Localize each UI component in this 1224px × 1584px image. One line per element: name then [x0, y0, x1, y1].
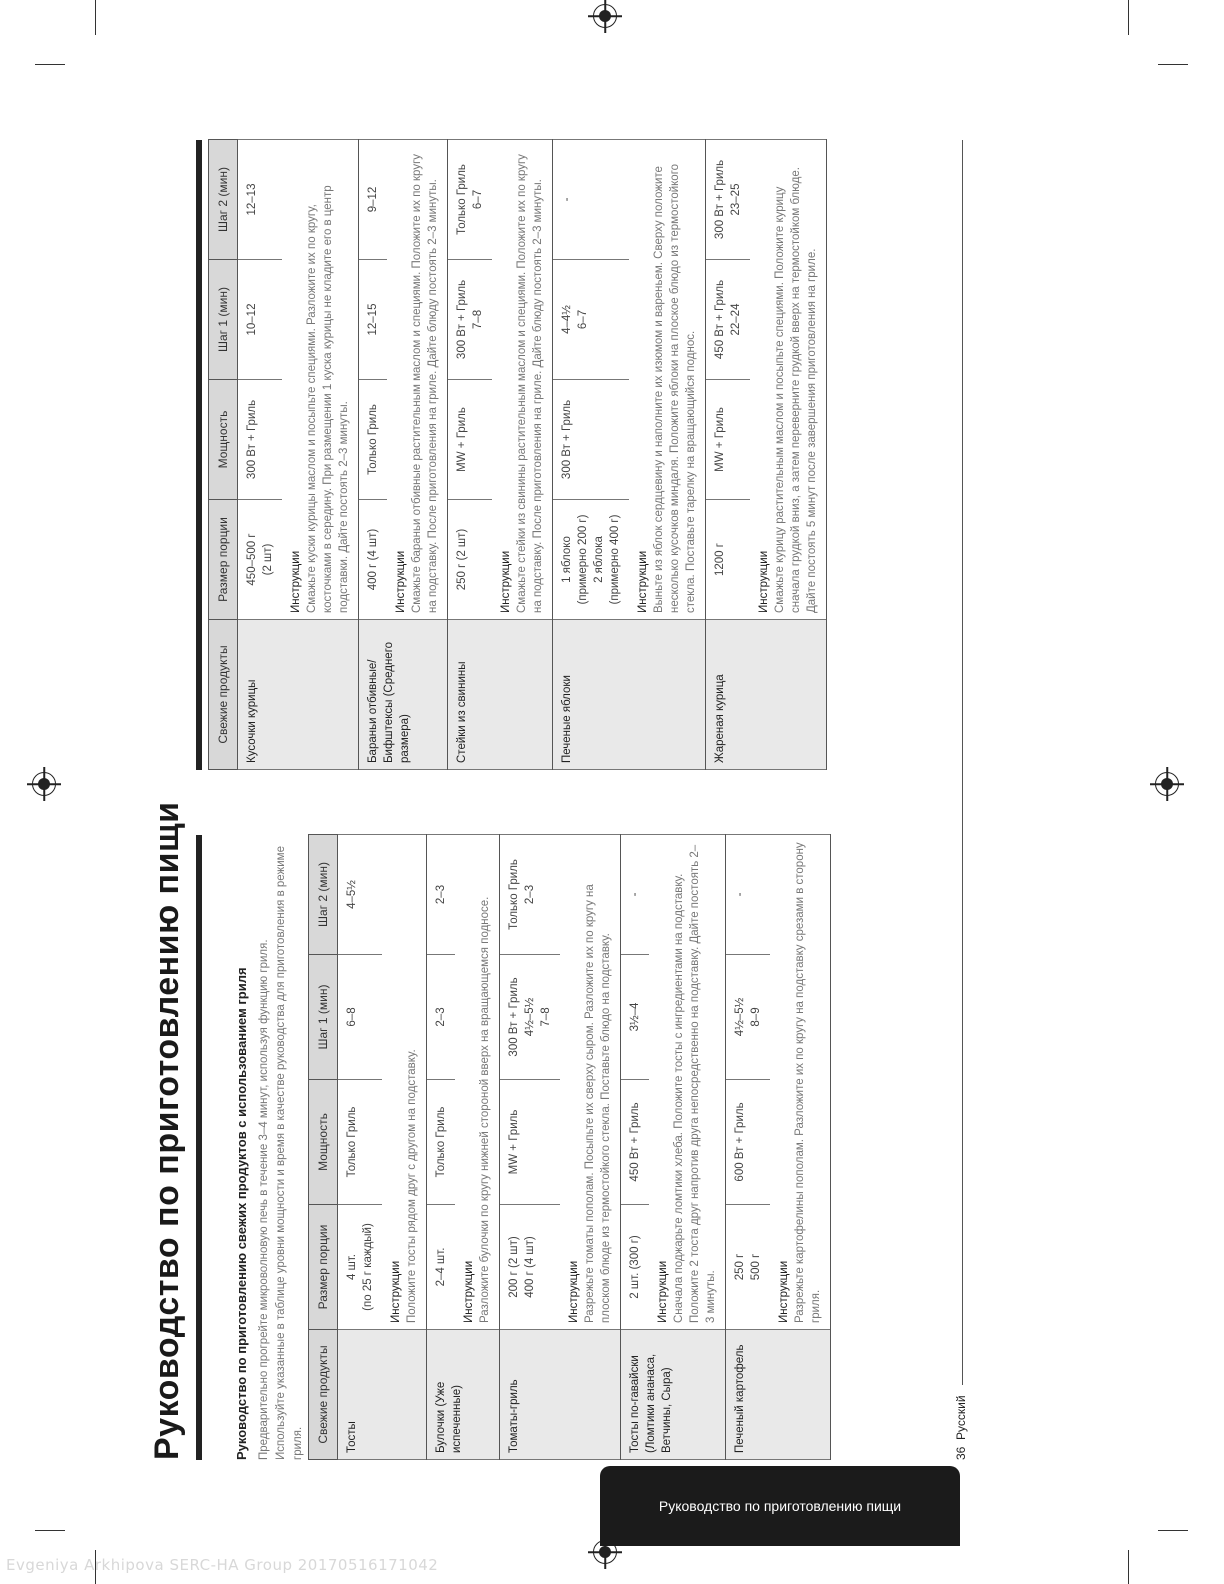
portion-cell	[238, 500, 283, 620]
step1-cell	[338, 955, 383, 1080]
table-row	[500, 835, 561, 1460]
portion-cell	[427, 1205, 456, 1330]
header-step2: Шаг 2 (мин)	[209, 140, 238, 260]
instructions-label: Инструкции	[290, 550, 302, 613]
step2-cell-line: Только Гриль	[456, 164, 468, 235]
instructions-cell	[629, 140, 706, 620]
crop-mark	[95, 0, 96, 35]
power-cell-line: MW + Гриль	[714, 407, 726, 472]
table-row	[621, 835, 650, 1460]
section-tab: Руководство по приготовлению пищи	[600, 1466, 960, 1546]
portion-cell-line: 2–4 шт.	[435, 1247, 447, 1287]
product-name: Стейки из свинины	[448, 620, 553, 770]
portion-cell-line: (примерно 400 г)	[609, 514, 621, 605]
power-cell	[238, 380, 283, 500]
crop-mark	[1128, 1550, 1129, 1584]
instructions-cell	[560, 835, 621, 1330]
power-cell-line: Только Гриль	[367, 404, 379, 475]
crop-mark	[35, 1530, 65, 1531]
registration-mark-icon	[32, 772, 56, 796]
instructions-cell	[387, 140, 448, 620]
table-row	[553, 140, 630, 770]
table-row	[726, 835, 771, 1460]
crop-mark	[1158, 1530, 1188, 1531]
power-cell-line: 600 Вт + Гриль	[734, 1102, 746, 1182]
instructions-text: Смажьте курицу растительным маслом и посыпьте специями. Положите курицу сначала грудкой вниз, а затем переверните грудкой вверх на термостойком блюде. Дайте постоять 5 минут после завершения приготовления на гриле.	[774, 167, 818, 613]
power-cell-line: MW + Гриль	[508, 1109, 520, 1175]
step2-cell-line: 6–7	[472, 189, 484, 210]
step1-cell-line: 12–15	[367, 303, 379, 336]
power-cell	[448, 380, 493, 500]
header-power: Мощность	[209, 380, 238, 500]
step1-cell-line: 7–8	[472, 309, 484, 330]
step2-cell-line: 12–13	[246, 183, 258, 216]
portion-cell	[500, 1205, 561, 1330]
product-name: Жареная курица	[706, 620, 827, 770]
step1-cell-line: 6–8	[346, 1007, 358, 1027]
header-power: Мощность	[309, 1080, 338, 1205]
instructions-text: Сначала поджарьте ломтики хлеба. Положите тосты с ингредиентами на подставку. Положите 2 тоста друг напротив друга непосредственно на подставку. Дайте постоять 2–3 минуты.	[673, 844, 717, 1323]
instructions-text: Положите тосты рядом друг с другом на подставку.	[406, 1049, 418, 1323]
step1-cell-line: 8–9	[750, 1007, 762, 1027]
step1-cell	[706, 260, 751, 380]
step1-cell-line: 4½–5½	[734, 997, 746, 1037]
portion-cell-line: (примерно 200 г)	[577, 514, 589, 605]
portion-cell-line: (по 25 г каждый)	[362, 1223, 374, 1311]
portion-cell-line: 450–500 г	[246, 533, 258, 586]
portion-cell	[448, 500, 493, 620]
step2-cell	[726, 835, 771, 955]
step2-cell-line: -	[629, 892, 641, 897]
step2-cell-line: 9–12	[367, 186, 379, 213]
step2-cell-line: Только Гриль	[508, 859, 520, 930]
step1-cell-line: 7–8	[540, 1007, 552, 1027]
step1-cell-line: 4½–5½	[524, 997, 536, 1037]
power-cell-line: 450 Вт + Гриль	[629, 1102, 641, 1182]
power-cell	[726, 1080, 771, 1205]
portion-cell	[726, 1205, 771, 1330]
instructions-cell	[770, 835, 831, 1330]
table-row	[427, 835, 456, 1460]
portion-cell	[338, 1205, 383, 1330]
step2-cell	[359, 140, 388, 260]
step1-cell-line: 300 Вт + Гриль	[508, 977, 520, 1057]
portion-cell-line: 2 яблока	[593, 536, 605, 583]
instructions-cell	[492, 140, 553, 620]
power-cell	[706, 380, 751, 500]
portion-cell-line: 400 г (4 шт)	[524, 1236, 536, 1298]
power-cell-line: Только Гриль	[435, 1106, 447, 1178]
instructions-text: Разрежьте картофелины пополам. Разложите их по кругу на подставку срезами в сторону гриля.	[794, 842, 822, 1323]
power-cell-line: MW + Гриль	[456, 407, 468, 472]
step1-cell	[726, 955, 771, 1080]
header-product: Свежие продукты	[309, 1330, 338, 1460]
portion-cell	[553, 500, 630, 620]
instructions-cell	[382, 835, 427, 1330]
header-portion: Размер порции	[209, 500, 238, 620]
step1-cell-line: 2–3	[435, 1007, 447, 1027]
step1-cell-line: 10–12	[246, 303, 258, 336]
instructions-label: Инструкции	[500, 550, 512, 613]
product-name: Бараньи отбивные/ Бифштексы (Среднего размера)	[359, 620, 448, 770]
step1-cell	[500, 955, 561, 1080]
portion-cell-line: 2 шт. (300 г)	[629, 1235, 641, 1299]
portion-cell-line: 250 г (2 шт)	[456, 528, 468, 591]
grill-table-right	[208, 139, 827, 770]
header-step2: Шаг 2 (мин)	[309, 835, 338, 955]
registration-mark-icon	[593, 4, 617, 28]
instructions-cell	[282, 140, 359, 620]
step2-cell-line: -	[561, 197, 573, 202]
page-number: 36	[954, 1446, 968, 1460]
header-product: Свежие продукты	[209, 620, 238, 770]
product-name: Тосты по-гавайски (Ломтики ананаса, Ветчины, Сыра)	[621, 1330, 726, 1460]
instructions-label: Инструкции	[390, 1260, 402, 1323]
step1-cell-line: 6–7	[577, 309, 589, 330]
product-name: Тосты	[338, 1330, 427, 1460]
intro-text	[256, 840, 307, 1460]
product-name: Булочки (Уже испеченные)	[427, 1330, 500, 1460]
portion-cell-line: 500 г	[750, 1253, 762, 1281]
step2-cell	[706, 140, 751, 260]
table-header-row	[209, 140, 238, 770]
crop-mark	[1158, 64, 1188, 65]
product-name: Томаты-гриль	[500, 1330, 621, 1460]
step1-cell	[427, 955, 456, 1080]
grill-table-left	[308, 834, 831, 1460]
portion-cell	[621, 1205, 650, 1330]
watermark: Evgeniya Arkhipova SERC-HA Group 20170516171042	[6, 1556, 439, 1574]
product-name: Кусочки курицы	[238, 620, 359, 770]
power-cell	[553, 380, 630, 500]
step2-cell-line: 23–25	[730, 183, 742, 216]
instructions-label: Инструкции	[568, 1260, 580, 1323]
step2-cell-line: 4–5½	[346, 880, 358, 909]
portion-cell	[359, 500, 388, 620]
step2-cell	[238, 140, 283, 260]
power-cell	[500, 1080, 561, 1205]
portion-cell-line: 200 г (2 шт)	[508, 1236, 520, 1298]
product-name: Печеные яблоки	[553, 620, 706, 770]
instructions-label: Инструкции	[463, 1260, 475, 1323]
step1-cell-line: 300 Вт + Гриль	[456, 279, 468, 360]
instructions-label: Инструкции	[395, 550, 407, 613]
crop-mark	[1128, 0, 1129, 35]
step2-cell-line: 2–3	[435, 884, 447, 905]
step2-cell	[553, 140, 630, 260]
instructions-label: Инструкции	[778, 1260, 790, 1323]
step1-cell-line: 450 Вт + Гриль	[714, 279, 726, 360]
footer-language: Русский	[954, 1395, 968, 1440]
table-row	[338, 835, 383, 1460]
portion-cell-line: (2 шт)	[262, 543, 274, 576]
power-cell-line: Только Гриль	[346, 1106, 358, 1178]
footer-rule	[962, 140, 963, 1385]
step1-cell	[448, 260, 493, 380]
power-cell-line: 300 Вт + Гриль	[561, 399, 573, 480]
step2-cell	[427, 835, 456, 955]
instructions-label: Инструкции	[657, 1260, 669, 1323]
table-row	[359, 140, 388, 770]
step1-cell-line: 22–24	[730, 303, 742, 336]
instructions-text: Смажьте куски курицы маслом и посыпьте специями. Разложите их по кругу, косточками в середину. При размещении 1 куска курицы не кладите его в центр подставки. Дайте постоять 2–3 минуты.	[306, 185, 350, 613]
power-cell	[621, 1080, 650, 1205]
power-cell	[427, 1080, 456, 1205]
title-rule-right	[196, 140, 202, 770]
power-cell-line: 300 Вт + Гриль	[246, 399, 258, 480]
step1-cell-line: 4–4½	[561, 305, 573, 334]
step1-cell	[553, 260, 630, 380]
power-cell	[338, 1080, 383, 1205]
header-step1: Шаг 1 (мин)	[209, 260, 238, 380]
step1-cell	[621, 955, 650, 1080]
step1-cell	[359, 260, 388, 380]
step2-cell	[621, 835, 650, 955]
step2-cell-line: 300 Вт + Гриль	[714, 159, 726, 240]
portion-cell-line: 4 шт.	[346, 1254, 358, 1281]
instructions-text: Смажьте бараньи отбивные растительным маслом и специями. Положите их по кругу на подставку. После приготовления на гриле. Дайте блюду постоять 2–3 минуты.	[411, 153, 439, 613]
intro-line: Используйте указанные в таблице уровни мощности и время в качестве руководства для приготовления в режиме гриля.	[275, 846, 304, 1460]
instructions-cell	[750, 140, 827, 620]
portion-cell-line: 1 яблоко	[561, 536, 573, 583]
intro-line: Предварительно прогрейте микроволновую печь в течение 3–4 минут, используя функцию гриля.	[258, 939, 270, 1460]
portion-cell-line: 400 г (4 шт)	[367, 528, 379, 591]
crop-mark	[35, 64, 65, 65]
page-title: Руководство по приготовлению пищи	[148, 801, 186, 1460]
step2-cell-line: 2–3	[524, 884, 536, 905]
step2-cell	[448, 140, 493, 260]
step2-cell-line: -	[734, 892, 746, 897]
instructions-text: Смажьте стейки из свинины растительным маслом и специями. Положите их по кругу на подставку. После приготовления на гриле. Дайте блюду постоять 2–3 минуты.	[516, 154, 544, 613]
header-step1: Шаг 1 (мин)	[309, 955, 338, 1080]
table-row	[706, 140, 751, 770]
page-footer	[954, 1160, 968, 1460]
product-name: Печеный картофель	[726, 1330, 831, 1460]
header-portion: Размер порции	[309, 1205, 338, 1330]
portion-cell	[706, 500, 751, 620]
instructions-text: Разрежьте томаты пополам. Посыпьте их сверху сыром. Разложите их по кругу на плоском блюде из термостойкого стекла. Поставьте блюдо на подставку.	[584, 884, 612, 1323]
registration-mark-icon	[1155, 772, 1179, 796]
instructions-label: Инструкции	[637, 550, 649, 613]
table-row	[238, 140, 283, 770]
power-cell	[359, 380, 388, 500]
table-row	[448, 140, 493, 770]
step1-cell-line: 3½–4	[629, 1002, 641, 1032]
instructions-cell	[649, 835, 726, 1330]
section-title: Руководство по приготовлению свежих продуктов с использованием гриля	[234, 967, 249, 1460]
portion-cell-line: 250 г	[734, 1253, 746, 1281]
step2-cell	[500, 835, 561, 955]
title-rule-left	[196, 835, 202, 1460]
table-header-row	[309, 835, 338, 1460]
step1-cell	[238, 260, 283, 380]
portion-cell-line: 1200 г	[714, 543, 726, 576]
rotated-page	[148, 140, 1008, 1460]
instructions-cell	[455, 835, 500, 1330]
step2-cell	[338, 835, 383, 955]
instructions-text: Выньте из яблок сердцевину и наполните их изюмом и вареньем. Сверху положите несколько кусочков миндаля. Положите яблоки на плоское блюдо из термостойкого стекла. Поставьте тарелку на вращающийся поднос.	[653, 163, 697, 613]
instructions-text: Разложите булочки по кругу нижней стороной вверх на вращающемся подносе.	[479, 896, 491, 1323]
instructions-label: Инструкции	[758, 550, 770, 613]
